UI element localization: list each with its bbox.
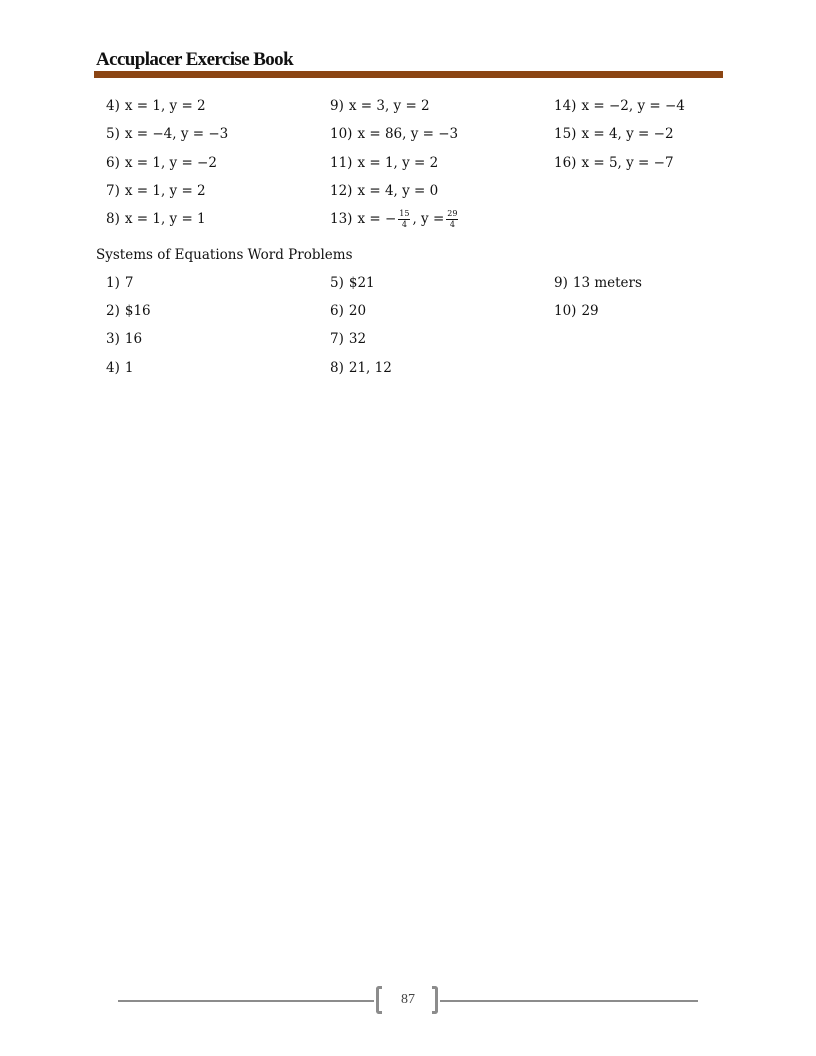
answer-item: 7) x = 1, y = 2 — [106, 183, 206, 199]
answer-item: 5) x = −4, y = −3 — [106, 126, 229, 142]
answer-item: 8) 21, 12 — [330, 360, 392, 376]
answer-item: 14) x = −2, y = −4 — [554, 98, 685, 114]
answer-item: 4) x = 1, y = 2 — [106, 98, 206, 114]
answer-item: 7) 32 — [330, 331, 367, 347]
answer-item: 4) 1 — [106, 360, 134, 376]
header-rule — [94, 71, 723, 78]
answer-item: 3) 16 — [106, 331, 143, 347]
answer-item: 10) x = 86, y = −3 — [330, 126, 459, 142]
answer-item: 2) $16 — [106, 303, 151, 319]
answer-item: 6) x = 1, y = −2 — [106, 155, 217, 171]
answer-item: 6) 20 — [330, 303, 367, 319]
page-title: Accuplacer Exercise Book — [96, 49, 294, 70]
footer-rule-right — [440, 1000, 698, 1002]
answer-item: 9) 13 meters — [554, 275, 642, 291]
answer-item: 9) x = 3, y = 2 — [330, 98, 430, 114]
section-title: Systems of Equations Word Problems — [96, 247, 353, 263]
answer-item: 10) 29 — [554, 303, 599, 319]
answer-item-fraction: 13) x = − $\frac{15}{4}$ , y = $\frac{29}{4}$ — [330, 209, 458, 229]
page-number: 87 — [401, 992, 415, 1007]
answer-item: 15) x = 4, y = −2 — [554, 126, 674, 142]
fraction: $\frac{29}{4}$ — [447, 209, 458, 229]
answer-item: 11) x = 1, y = 2 — [330, 155, 439, 171]
answer-item: 1) 7 — [106, 275, 134, 291]
left-bracket-icon — [376, 986, 382, 1014]
answer-item: 8) x = 1, y = 1 — [106, 211, 206, 227]
answer-item: 12) x = 4, y = 0 — [330, 183, 439, 199]
right-bracket-icon — [432, 986, 438, 1014]
answer-item: 5) $21 — [330, 275, 375, 291]
answer-item: 16) x = 5, y = −7 — [554, 155, 674, 171]
footer-rule-left — [118, 1000, 374, 1002]
fraction: $\frac{15}{4}$ — [399, 209, 410, 229]
